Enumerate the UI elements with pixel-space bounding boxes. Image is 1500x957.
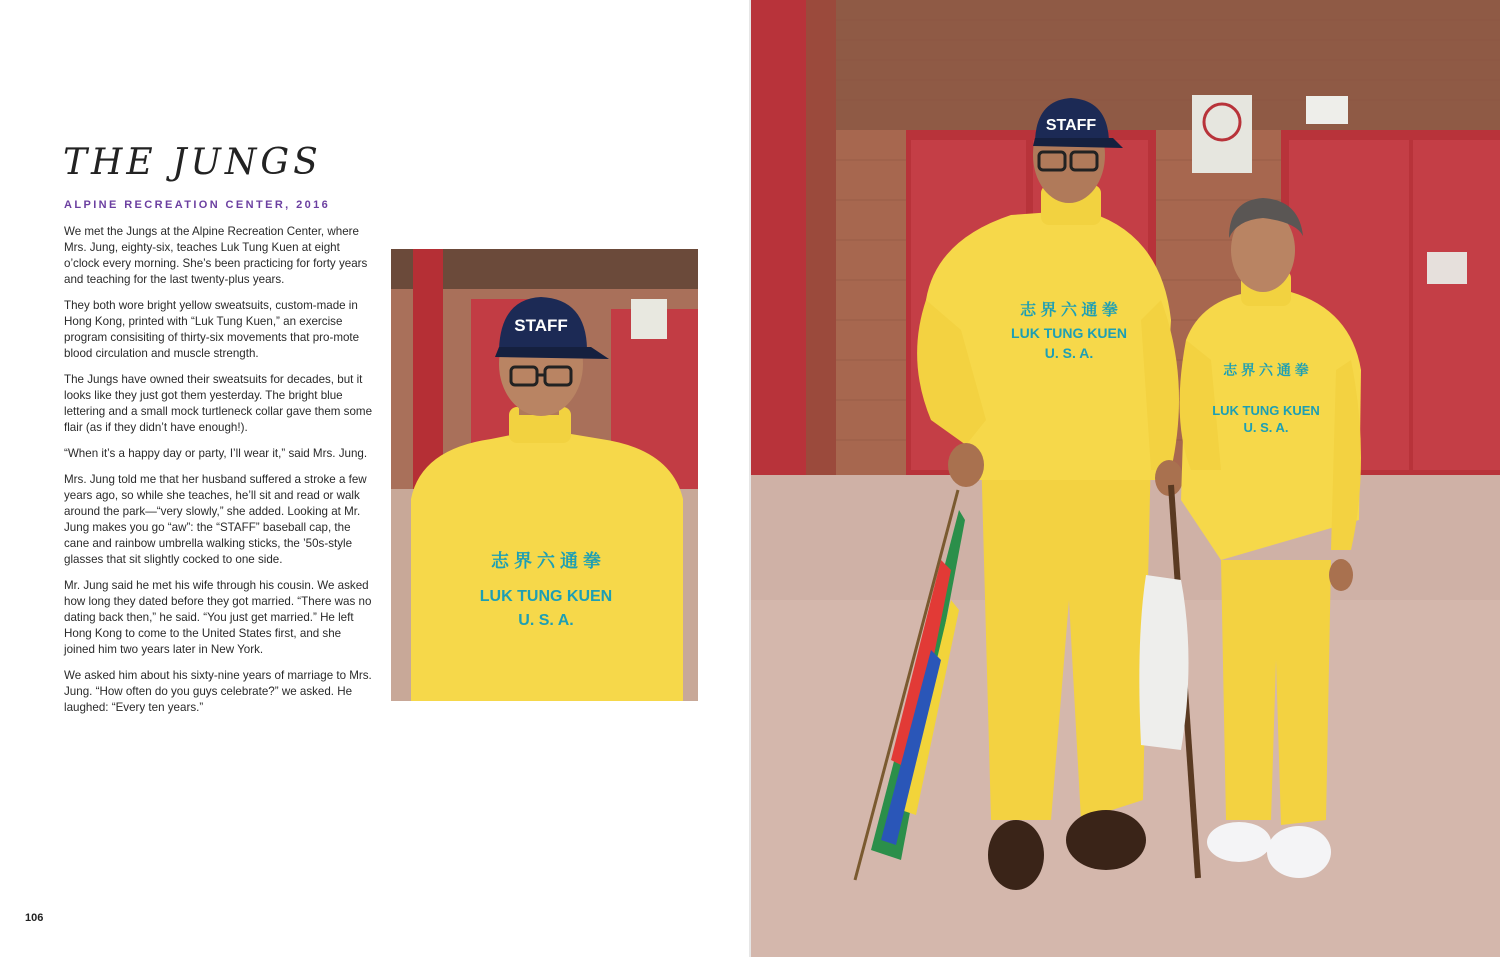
page-number: 106: [25, 912, 44, 924]
article-subtitle: ALPINE RECREATION CENTER, 2016: [64, 199, 331, 211]
mrs-shirt-text-line2: U. S. A.: [1243, 420, 1289, 435]
body-paragraph: The Jungs have owned their sweatsuits for decades, but it looks like they just got them yesterday. The bright blue lettering and a small mock turtleneck collar gave them some flair (as if they didn’t have enough!).: [64, 373, 373, 434]
article-title: THE JUNGS: [63, 142, 322, 183]
mrs-shirt-text-line1: LUK TUNG KUEN: [1212, 403, 1320, 418]
main-shirt-text-line1: LUK TUNG KUEN: [1011, 325, 1127, 341]
main-shirt-chinese-text: 志 界 六 通 拳: [1020, 302, 1118, 319]
cap-text: STAFF: [514, 316, 568, 335]
article-body: [64, 224, 374, 726]
mrs-shirt-chinese-text: 志 界 六 通 拳: [1223, 362, 1309, 378]
body-paragraph: They both wore bright yellow sweatsuits, custom-made in Hong Kong, printed with “Luk Tung Kuen,” an exercise program consisiting of thirty-six movements that pro-mote blood circulation and muscle strength.: [64, 299, 360, 360]
body-paragraph: Mrs. Jung told me that her husband suffered a stroke a few years ago, so while she teaches, he’ll sit and read or walk around the park—“very slowly,” she added. Looking at Mr. Jung makes you go “aw”: the “STAFF” baseball cap, the cane and rainbow umbrella walking sticks, the ’50s-style glasses that sit slightly cocked to one side.: [64, 473, 367, 566]
full-page-couple-photo: [751, 0, 1500, 957]
body-paragraph: We asked him about his sixty-nine years of marriage to Mrs. Jung. “How often do you guys celebrate?” we asked. He laughed: “Every ten years.”: [64, 669, 372, 714]
body-paragraph: Mr. Jung said he met his wife through his cousin. We asked how long they dated before they got married. “There was no dating back then,” he said. “You just get married.” He left Hong Kong to come to the United States first, and she joined him two years later in New York.: [64, 579, 372, 656]
main-shirt-text-line2: U. S. A.: [1044, 345, 1094, 361]
body-paragraph: “When it’s a happy day or party, I’ll wear it,” said Mrs. Jung.: [64, 447, 368, 460]
inset-portrait-photo: [391, 249, 698, 701]
main-cap-text: STAFF: [1045, 117, 1097, 134]
body-paragraph: We met the Jungs at the Alpine Recreation Center, where Mrs. Jung, eighty-six, teaches Luk Tung Kuen at eight o’clock every morning. She’s been practicing for forty years and teaching for the last twenty-plus years.: [64, 225, 368, 286]
shirt-text-line2: U. S. A.: [518, 612, 574, 629]
shirt-chinese-text: 志 界 六 通 拳: [490, 551, 602, 571]
shirt-text-line1: LUK TUNG KUEN: [479, 588, 613, 605]
